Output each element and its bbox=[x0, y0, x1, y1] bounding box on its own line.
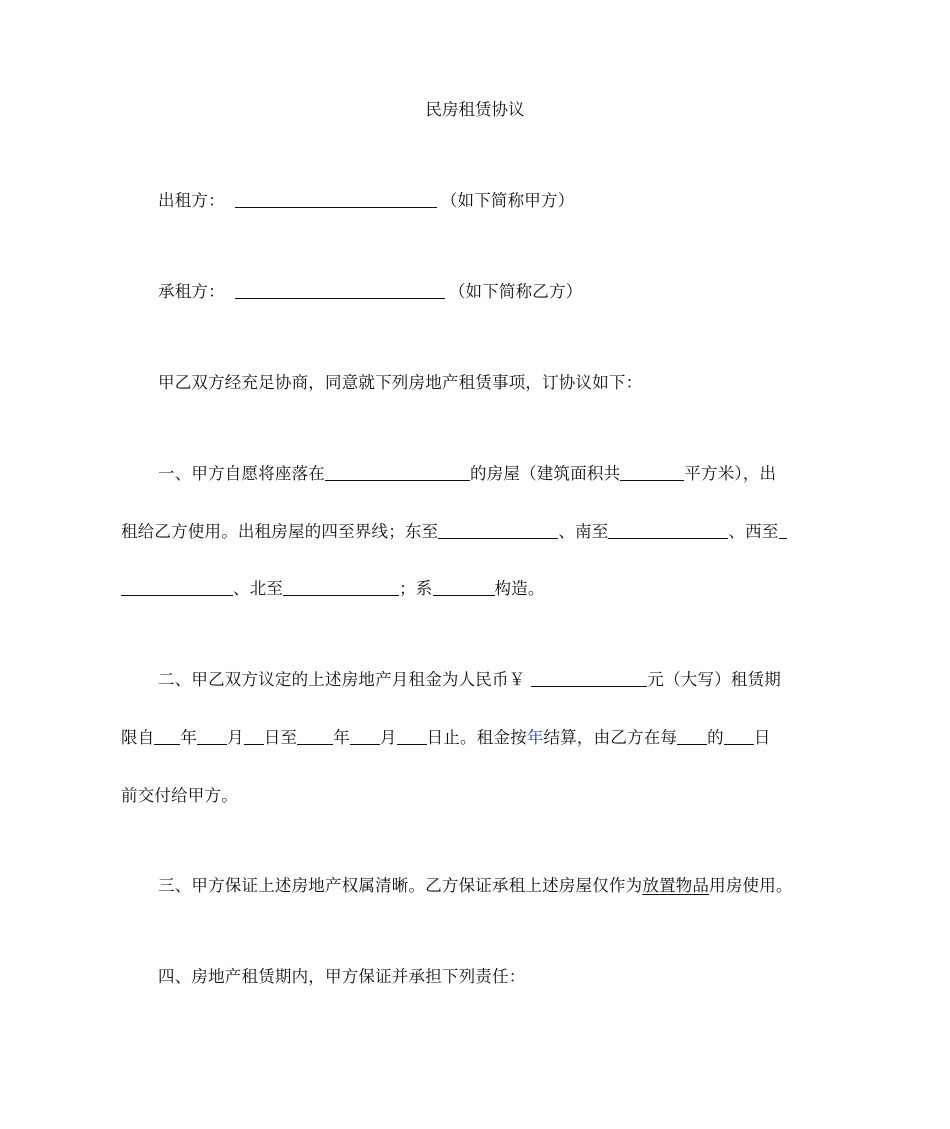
location-blank bbox=[325, 463, 470, 481]
west-blank-start bbox=[779, 521, 787, 539]
clause1-line2 bbox=[121, 520, 833, 544]
clause2-text: 二、甲乙双方议定的上述房地产月租金为人民币￥ bbox=[158, 670, 526, 689]
clause2-text: 的 bbox=[707, 728, 724, 747]
end-month-blank bbox=[350, 727, 380, 745]
clause2-text: 元（大写）租赁期 bbox=[647, 670, 782, 689]
clause2-text: 日止。租金按 bbox=[426, 728, 527, 747]
intro-paragraph: 甲乙双方经充足协商，同意就下列房地产租赁事项，订协议如下： bbox=[158, 373, 643, 392]
south-blank bbox=[608, 521, 728, 539]
pay-period-blank bbox=[677, 727, 707, 745]
clause1-text: 、北至 bbox=[233, 579, 284, 598]
lessee-suffix: （如下简称乙方） bbox=[448, 282, 583, 301]
end-year-blank bbox=[297, 727, 333, 745]
lessee-label: 承租方： bbox=[158, 282, 225, 301]
clause3-text: 用房使用。 bbox=[709, 876, 793, 895]
clause2-line2 bbox=[121, 726, 833, 750]
start-day-blank bbox=[244, 727, 264, 745]
pay-day-blank bbox=[724, 727, 754, 745]
clause2-text: 月 bbox=[379, 728, 397, 747]
clause1-text: 、南至 bbox=[558, 522, 609, 541]
start-month-blank bbox=[197, 727, 227, 745]
clause1-line3 bbox=[121, 577, 833, 601]
clause2-text: 日至 bbox=[263, 728, 298, 747]
clause2-text: 日 bbox=[753, 728, 771, 747]
start-year-blank bbox=[154, 727, 180, 745]
clause1-text: 一、甲方自愿将座落在 bbox=[158, 464, 325, 483]
usage-purpose: 放置物品 bbox=[642, 876, 710, 895]
clause2-text: 结算，由乙方在每 bbox=[543, 728, 678, 747]
area-blank bbox=[620, 463, 684, 481]
clause3-text: 三、甲方保证上述房地产权属清晰。乙方保证承租上述房屋仅作为 bbox=[158, 876, 643, 895]
clause2-line3: 前交付给甲方。 bbox=[121, 786, 238, 805]
lessee-line bbox=[158, 280, 870, 304]
document-title: 民房租赁协议 bbox=[425, 100, 525, 119]
clause2-line1 bbox=[158, 668, 870, 692]
clause1-text: 构造。 bbox=[494, 579, 545, 598]
clause2-text: 限自 bbox=[121, 728, 155, 747]
rent-amount-blank bbox=[531, 669, 647, 687]
clause1-text: 的房屋（建筑面积共 bbox=[470, 464, 621, 483]
clause1-text: 、西至 bbox=[728, 522, 779, 541]
lessor-label: 出租方： bbox=[158, 191, 225, 210]
clause4-line: 四、房地产租赁期内，甲方保证并承担下列责任： bbox=[158, 967, 526, 986]
lessor-suffix: （如下简称甲方） bbox=[440, 191, 575, 210]
clause2-text: 年 bbox=[333, 728, 350, 747]
structure-blank bbox=[433, 578, 495, 596]
settlement-period-link[interactable]: 年 bbox=[526, 728, 544, 747]
clause3-line bbox=[158, 874, 870, 898]
lessor-blank bbox=[235, 190, 437, 208]
lessor-line bbox=[158, 189, 870, 213]
clause1-line1 bbox=[158, 462, 870, 486]
clause1-text: 平方米），出 bbox=[684, 464, 777, 483]
north-blank bbox=[283, 578, 399, 596]
clause2-text: 年 bbox=[180, 728, 198, 747]
end-day-blank bbox=[397, 727, 427, 745]
lessee-blank bbox=[235, 281, 445, 299]
clause2-text: 月 bbox=[227, 728, 244, 747]
clause1-text: ；系 bbox=[399, 579, 433, 598]
west-blank bbox=[121, 578, 233, 596]
clause1-text: 租给乙方使用。出租房屋的四至界线；东至 bbox=[121, 522, 439, 541]
east-blank bbox=[438, 521, 558, 539]
